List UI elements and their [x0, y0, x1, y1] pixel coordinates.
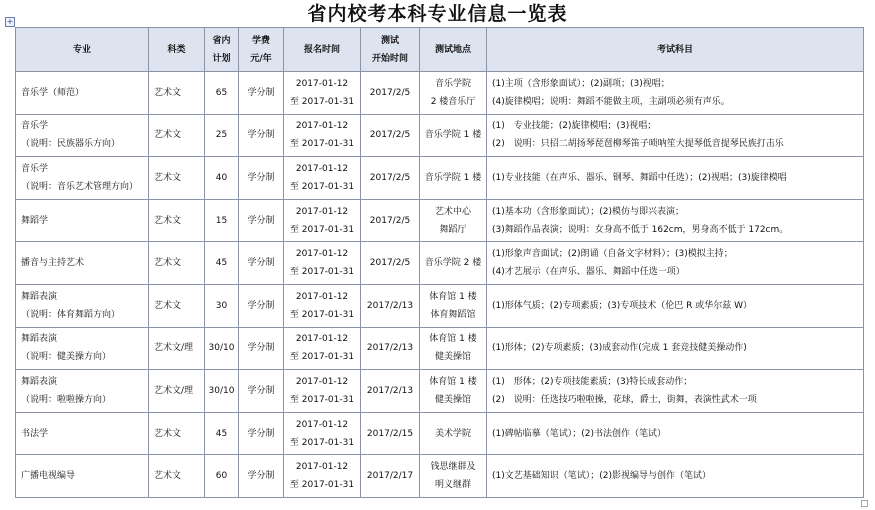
cell-location: 钱思继群及 明义继群: [420, 455, 487, 498]
cell-tuition: 学分制: [239, 284, 284, 327]
header-subjects: 考试科目: [487, 28, 864, 72]
cell-exam-start: 2017/2/5: [361, 157, 420, 200]
cell-reg-time: 2017-01-12 至 2017-01-31: [284, 157, 361, 200]
cell-location: 体育馆 1 楼 体育舞蹈馆: [420, 284, 487, 327]
table-row: [16, 370, 864, 413]
header-reg-time: 报名时间: [284, 28, 361, 72]
cell-major: 舞蹈学: [16, 199, 149, 242]
cell-reg-time: 2017-01-12 至 2017-01-31: [284, 72, 361, 115]
cell-reg-time: 2017-01-12 至 2017-01-31: [284, 455, 361, 498]
table-row: [16, 242, 864, 285]
cell-quota: 30/10: [205, 370, 239, 413]
cell-quota: 30: [205, 284, 239, 327]
cell-category: 艺术文: [149, 199, 205, 242]
cell-tuition: 学分制: [239, 157, 284, 200]
cell-reg-time: 2017-01-12 至 2017-01-31: [284, 327, 361, 370]
cell-tuition: 学分制: [239, 327, 284, 370]
header-tuition: 学费 元/年: [239, 28, 284, 72]
cell-subjects: (1)形体；(2)专项素质；(3)成套动作(完成 1 套竞技健美操动作): [487, 327, 864, 370]
cell-tuition: 学分制: [239, 114, 284, 157]
cell-exam-start: 2017/2/15: [361, 412, 420, 455]
table-move-handle-icon[interactable]: +: [6, 17, 14, 26]
cell-quota: 60: [205, 455, 239, 498]
cell-category: 艺术文/理: [149, 370, 205, 413]
cell-category: 艺术文: [149, 114, 205, 157]
cell-reg-time: 2017-01-12 至 2017-01-31: [284, 199, 361, 242]
cell-subjects: (1) 形体；(2)专项技能素质；(3)特长成套动作； (2) 说明：任选技巧啦啦操，花球，爵士，街舞，表演性武术一项: [487, 370, 864, 413]
cell-category: 艺术文/理: [149, 327, 205, 370]
cell-major: 舞蹈表演 （说明：健美操方向）: [16, 327, 149, 370]
cell-location: 体育馆 1 楼 健美操馆: [420, 327, 487, 370]
cell-subjects: (1)形象声音面试；(2)朗诵（自备文字材料）；(3)模拟主持； (4)才艺展示（在声乐、器乐、舞蹈中任选一项）: [487, 242, 864, 285]
table-header-row: [16, 28, 864, 72]
cell-category: 艺术文: [149, 242, 205, 285]
cell-category: 艺术文: [149, 455, 205, 498]
cell-quota: 30/10: [205, 327, 239, 370]
cell-exam-start: 2017/2/5: [361, 114, 420, 157]
header-category: 科类: [149, 28, 205, 72]
cell-tuition: 学分制: [239, 370, 284, 413]
cell-reg-time: 2017-01-12 至 2017-01-31: [284, 114, 361, 157]
table-row: [16, 455, 864, 498]
cell-category: 艺术文: [149, 412, 205, 455]
cell-quota: 25: [205, 114, 239, 157]
cell-subjects: (1)基本功（含形象面试）；(2)模仿与即兴表演； (3)舞蹈作品表演；说明：女身高不低于 162cm，男身高不低于 172cm。: [487, 199, 864, 242]
cell-tuition: 学分制: [239, 412, 284, 455]
cell-location: 美术学院: [420, 412, 487, 455]
table-row: [16, 412, 864, 455]
cell-major: 广播电视编导: [16, 455, 149, 498]
table-row: [16, 199, 864, 242]
cell-exam-start: 2017/2/13: [361, 370, 420, 413]
table-row: [16, 327, 864, 370]
cell-major: 播音与主持艺术: [16, 242, 149, 285]
cell-exam-start: 2017/2/5: [361, 242, 420, 285]
cell-reg-time: 2017-01-12 至 2017-01-31: [284, 242, 361, 285]
table-row: [16, 72, 864, 115]
cell-exam-start: 2017/2/13: [361, 327, 420, 370]
cell-major: 舞蹈表演 （说明：体育舞蹈方向）: [16, 284, 149, 327]
cell-location: 音乐学院 1 楼: [420, 114, 487, 157]
cell-exam-start: 2017/2/13: [361, 284, 420, 327]
header-major: 专业: [16, 28, 149, 72]
cell-quota: 65: [205, 72, 239, 115]
table-row: [16, 284, 864, 327]
cell-quota: 15: [205, 199, 239, 242]
cell-category: 艺术文: [149, 72, 205, 115]
major-info-table: [15, 27, 864, 498]
cell-category: 艺术文: [149, 284, 205, 327]
cell-tuition: 学分制: [239, 199, 284, 242]
cell-location: 音乐学院 2 楼: [420, 242, 487, 285]
resize-handle-icon[interactable]: [861, 500, 868, 507]
cell-subjects: (1)碑帖临摹（笔试）；(2)书法创作（笔试）: [487, 412, 864, 455]
cell-quota: 45: [205, 412, 239, 455]
cell-exam-start: 2017/2/5: [361, 199, 420, 242]
cell-reg-time: 2017-01-12 至 2017-01-31: [284, 284, 361, 327]
cell-major: 音乐学（师范）: [16, 72, 149, 115]
cell-tuition: 学分制: [239, 455, 284, 498]
cell-major: 音乐学 （说明：民族器乐方向）: [16, 114, 149, 157]
header-exam-start: 测试 开始时间: [361, 28, 420, 72]
cell-location: 体育馆 1 楼 健美操馆: [420, 370, 487, 413]
page-title: 省内校考本科专业信息一览表: [307, 3, 568, 25]
cell-subjects: (1) 专业技能；(2)旋律模唱；(3)视唱； (2) 说明：只招二胡扬琴琵琶柳琴笛子唢呐笙大提琴低音提琴民族打击乐: [487, 114, 864, 157]
cell-location: 艺术中心 舞蹈厅: [420, 199, 487, 242]
cell-reg-time: 2017-01-12 至 2017-01-31: [284, 370, 361, 413]
cell-quota: 45: [205, 242, 239, 285]
cell-quota: 40: [205, 157, 239, 200]
cell-tuition: 学分制: [239, 72, 284, 115]
header-location: 测试地点: [420, 28, 487, 72]
cell-category: 艺术文: [149, 157, 205, 200]
cell-exam-start: 2017/2/17: [361, 455, 420, 498]
table-row: [16, 157, 864, 200]
cell-subjects: (1)文艺基础知识（笔试）；(2)影视编导与创作（笔试）: [487, 455, 864, 498]
cell-subjects: (1)专业技能（在声乐、器乐、钢琴、舞蹈中任选）；(2)视唱；(3)旋律模唱: [487, 157, 864, 200]
cell-tuition: 学分制: [239, 242, 284, 285]
cell-location: 音乐学院 1 楼: [420, 157, 487, 200]
cell-reg-time: 2017-01-12 至 2017-01-31: [284, 412, 361, 455]
cell-major: 舞蹈表演 （说明：啦啦操方向）: [16, 370, 149, 413]
table-row: [16, 114, 864, 157]
cell-major: 书法学: [16, 412, 149, 455]
cell-major: 音乐学 （说明：音乐艺术管理方向）: [16, 157, 149, 200]
cell-location: 音乐学院 2 楼音乐厅: [420, 72, 487, 115]
cell-exam-start: 2017/2/5: [361, 72, 420, 115]
header-quota: 省内 计划: [205, 28, 239, 72]
cell-subjects: (1)主项（含形象面试）；(2)副项；(3)视唱； (4)旋律模唱；说明：舞蹈不能做主项，主副项必须有声乐。: [487, 72, 864, 115]
cell-subjects: (1)形体气质；(2)专项素质；(3)专项技术（伦巴 R 或华尔兹 W）: [487, 284, 864, 327]
